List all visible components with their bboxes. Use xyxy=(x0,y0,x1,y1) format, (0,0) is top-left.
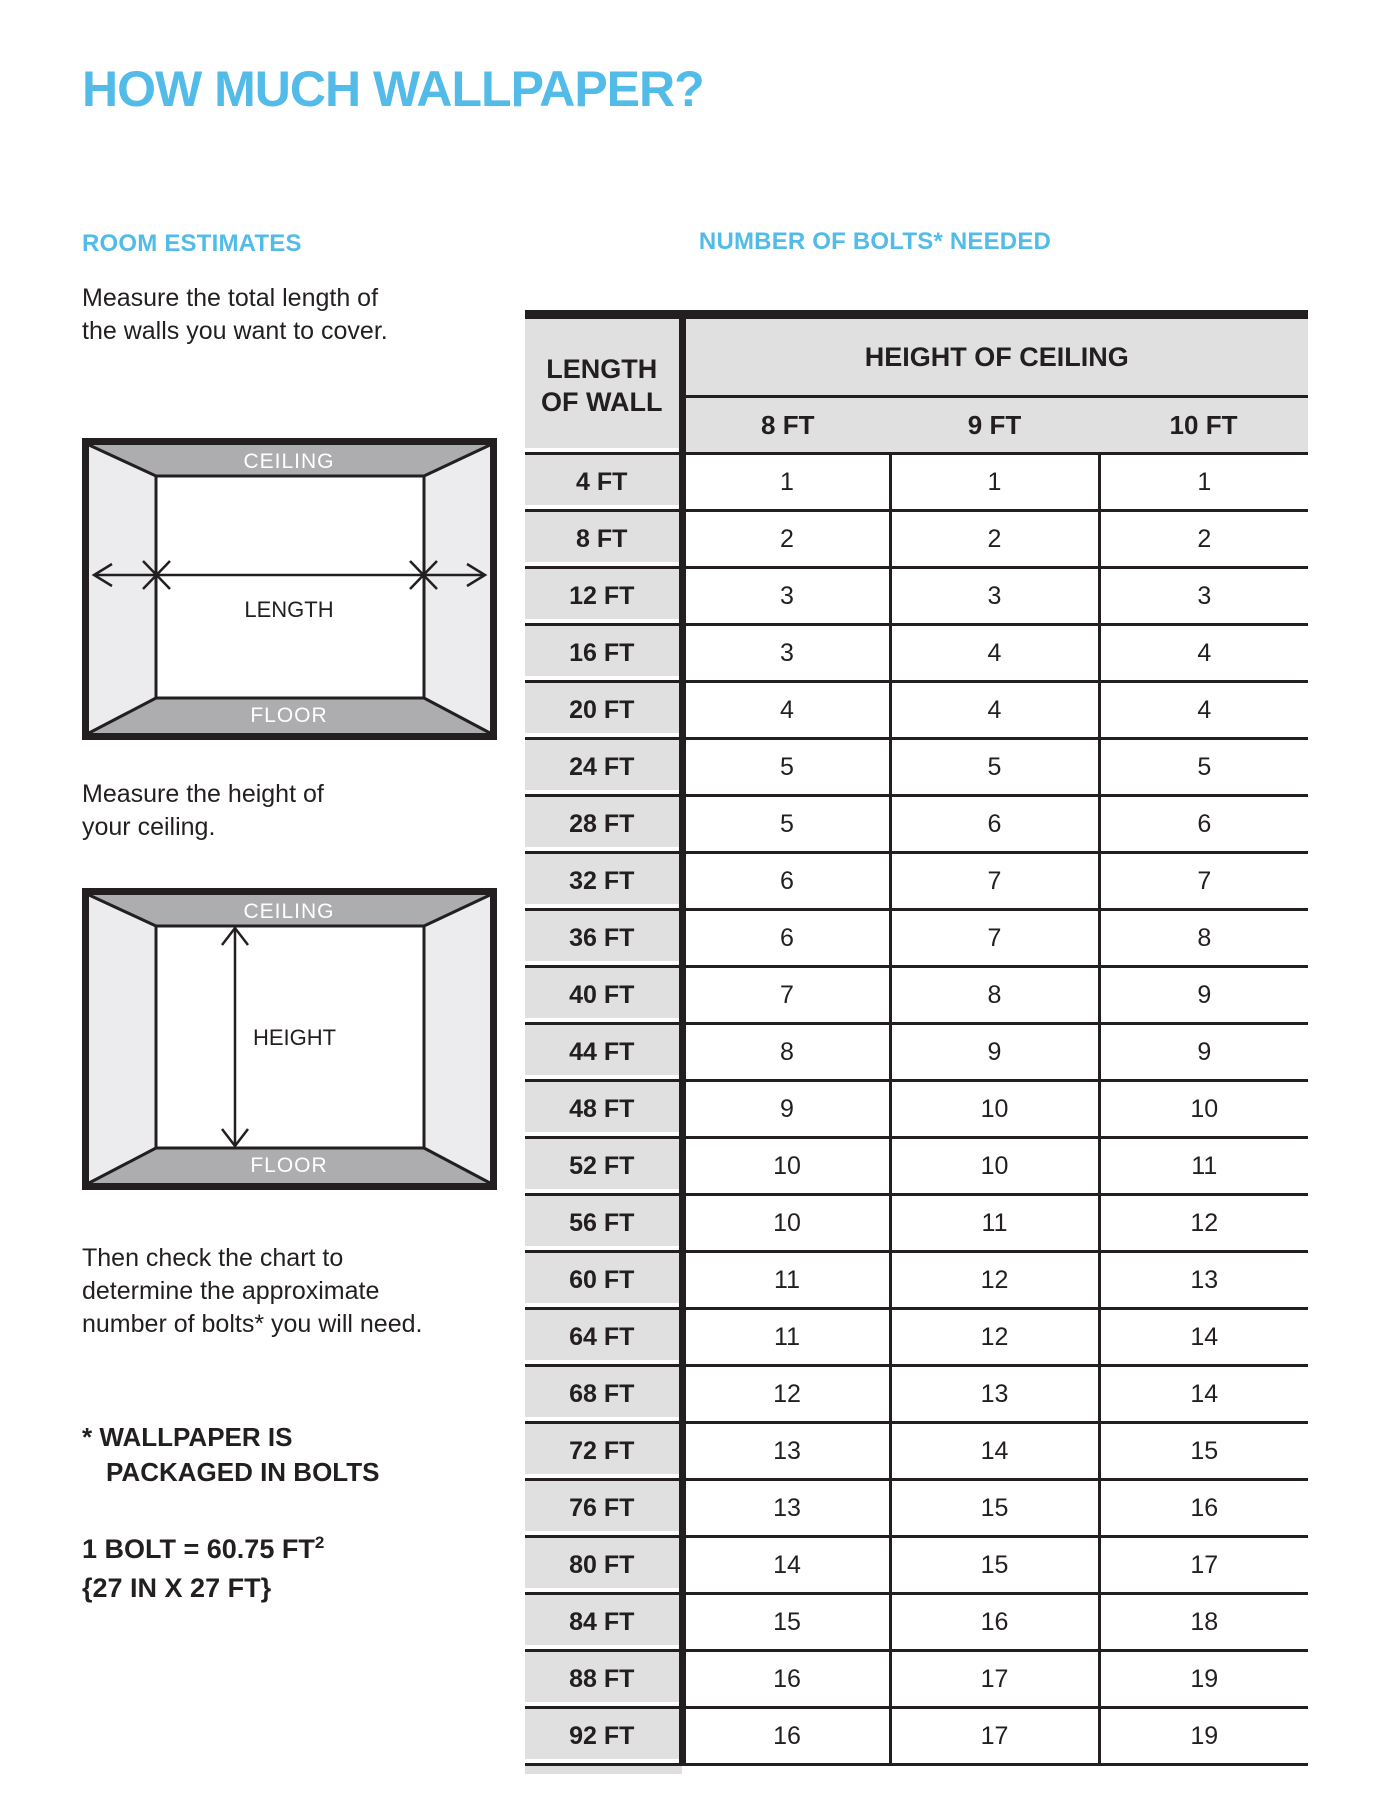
bolt-spec-dimensions: {27 IN X 27 FT} xyxy=(82,1573,272,1603)
floor-label: FLOOR xyxy=(250,1154,328,1177)
bolt-spec-exponent: 2 xyxy=(314,1533,325,1552)
asterisk-marker: * xyxy=(82,1422,93,1452)
wall-length-cell: 12 FT xyxy=(525,568,682,625)
bolt-count-cell: 3 xyxy=(1099,568,1308,625)
table-row xyxy=(525,1081,1308,1138)
ceiling-height-column-header: 10 FT xyxy=(1099,397,1308,454)
wall-length-cell: 56 FT xyxy=(525,1195,682,1252)
table-row xyxy=(525,1480,1308,1537)
table-row xyxy=(525,1366,1308,1423)
bolt-count-cell: 10 xyxy=(682,1138,890,1195)
wall-length-cell: 52 FT xyxy=(525,1138,682,1195)
wall-length-cell: 20 FT xyxy=(525,682,682,739)
step3-line: number of bolts* you will need. xyxy=(82,1310,423,1338)
bolt-count-cell: 8 xyxy=(890,967,1099,1024)
height-of-ceiling-header: HEIGHT OF CEILING xyxy=(682,319,1308,397)
bolt-count-cell: 18 xyxy=(1099,1594,1308,1651)
bolt-count-cell: 8 xyxy=(1099,910,1308,967)
bolt-count-cell: 16 xyxy=(682,1651,890,1708)
bolt-count-cell: 14 xyxy=(682,1537,890,1594)
bolt-count-cell: 13 xyxy=(682,1480,890,1537)
step1-line: Measure the total length of xyxy=(82,284,379,312)
table-row xyxy=(525,967,1308,1024)
right-wall xyxy=(424,895,490,1183)
step3-line: Then check the chart to xyxy=(82,1244,344,1272)
bolt-count-cell: 4 xyxy=(890,682,1099,739)
footnote-text: WALLPAPER IS xyxy=(99,1422,293,1452)
bolt-count-cell: 12 xyxy=(1099,1195,1308,1252)
bolt-count-cell: 9 xyxy=(1099,1024,1308,1081)
bolt-count-cell: 6 xyxy=(682,853,890,910)
footnote-line: PACKAGED IN BOLTS xyxy=(106,1457,380,1487)
bolt-count-cell: 16 xyxy=(890,1594,1099,1651)
footnote-line xyxy=(82,1420,379,1455)
table-row xyxy=(525,1195,1308,1252)
bolt-count-cell: 6 xyxy=(890,796,1099,853)
bolt-count-cell: 9 xyxy=(682,1081,890,1138)
wall-length-cell: 4 FT xyxy=(525,454,682,511)
bolt-count-cell: 10 xyxy=(1099,1081,1308,1138)
bolt-count-cell: 4 xyxy=(682,682,890,739)
bolt-count-cell: 13 xyxy=(890,1366,1099,1423)
table-row xyxy=(525,682,1308,739)
bolt-count-cell: 7 xyxy=(682,967,890,1024)
table-row xyxy=(525,1651,1308,1708)
bolt-count-cell: 16 xyxy=(1099,1480,1308,1537)
bolt-count-cell: 5 xyxy=(890,739,1099,796)
left-wall xyxy=(89,895,156,1183)
step2-line: your ceiling. xyxy=(82,813,216,841)
step1-text xyxy=(82,282,388,348)
table-row xyxy=(525,625,1308,682)
bolt-count-cell: 3 xyxy=(682,625,890,682)
table-row xyxy=(525,454,1308,511)
bolt-count-cell: 14 xyxy=(1099,1366,1308,1423)
table-row xyxy=(525,511,1308,568)
bolt-count-cell: 4 xyxy=(1099,682,1308,739)
wall-length-cell: 48 FT xyxy=(525,1081,682,1138)
right-wall xyxy=(424,445,490,733)
bolt-count-cell: 11 xyxy=(890,1195,1099,1252)
bolt-count-cell: 13 xyxy=(682,1423,890,1480)
wall-length-cell: 68 FT xyxy=(525,1366,682,1423)
table-row xyxy=(525,1537,1308,1594)
bolt-count-cell: 4 xyxy=(890,625,1099,682)
length-of-wall-line: OF WALL xyxy=(541,386,663,417)
bolt-count-cell: 19 xyxy=(1099,1651,1308,1708)
bolt-count-cell: 7 xyxy=(890,853,1099,910)
ceiling-label: CEILING xyxy=(243,900,335,923)
bolts-table xyxy=(525,310,1308,1774)
step1-line: the walls you want to cover. xyxy=(82,317,388,345)
length-of-wall-header xyxy=(525,319,682,454)
bolt-count-cell: 14 xyxy=(890,1423,1099,1480)
bolt-count-cell: 2 xyxy=(890,511,1099,568)
wall-length-cell: 16 FT xyxy=(525,625,682,682)
bolt-count-cell: 17 xyxy=(890,1651,1099,1708)
bolts-needed-heading: NUMBER OF BOLTS* NEEDED xyxy=(698,228,1052,255)
bolt-count-cell: 5 xyxy=(1099,739,1308,796)
page-title: HOW MUCH WALLPAPER? xyxy=(82,61,704,117)
bolt-count-cell: 7 xyxy=(1099,853,1308,910)
bolt-count-cell: 4 xyxy=(1099,625,1308,682)
ceiling-height-column-header: 8 FT xyxy=(682,397,890,454)
table-row xyxy=(525,1708,1308,1765)
wall-length-cell: 36 FT xyxy=(525,910,682,967)
table-row xyxy=(525,1594,1308,1651)
table-row xyxy=(525,796,1308,853)
table-row xyxy=(525,568,1308,625)
bolt-count-cell: 8 xyxy=(682,1024,890,1081)
wall-length-cell: 92 FT xyxy=(525,1708,682,1765)
bolt-count-cell: 15 xyxy=(682,1594,890,1651)
bolt-count-cell: 13 xyxy=(1099,1252,1308,1309)
bolt-count-cell: 3 xyxy=(682,568,890,625)
wall-length-cell: 28 FT xyxy=(525,796,682,853)
wall-length-cell: 88 FT xyxy=(525,1651,682,1708)
bolt-count-cell: 11 xyxy=(1099,1138,1308,1195)
bolt-count-cell: 11 xyxy=(682,1309,890,1366)
ceiling-height-column-header: 9 FT xyxy=(890,397,1099,454)
wall-length-cell: 44 FT xyxy=(525,1024,682,1081)
table-row xyxy=(525,739,1308,796)
ceiling-label: CEILING xyxy=(243,450,335,473)
bolt-count-cell: 10 xyxy=(890,1138,1099,1195)
left-wall xyxy=(89,445,156,733)
wall-length-cell: 32 FT xyxy=(525,853,682,910)
bolt-count-cell: 17 xyxy=(1099,1537,1308,1594)
bolt-count-cell: 6 xyxy=(1099,796,1308,853)
bolt-count-cell: 19 xyxy=(1099,1708,1308,1765)
bolt-count-cell: 9 xyxy=(1099,967,1308,1024)
bolt-count-cell: 12 xyxy=(890,1252,1099,1309)
wall-length-cell: 72 FT xyxy=(525,1423,682,1480)
wall-length-cell: 76 FT xyxy=(525,1480,682,1537)
bolt-count-cell: 12 xyxy=(890,1309,1099,1366)
back-wall xyxy=(156,476,424,698)
table-row xyxy=(525,1309,1308,1366)
bolt-count-cell: 1 xyxy=(890,454,1099,511)
room-length-diagram xyxy=(82,438,497,740)
bolt-count-cell: 15 xyxy=(890,1480,1099,1537)
wall-length-cell: 24 FT xyxy=(525,739,682,796)
bolt-count-cell: 5 xyxy=(682,796,890,853)
bolts-table-body xyxy=(525,454,1308,1765)
bolts-footnote xyxy=(82,1420,379,1490)
wall-length-cell: 60 FT xyxy=(525,1252,682,1309)
wall-length-cell: 8 FT xyxy=(525,511,682,568)
table-row xyxy=(525,1138,1308,1195)
table-row xyxy=(525,853,1308,910)
room-estimates-heading: ROOM ESTIMATES xyxy=(82,230,302,257)
step3-line: determine the approximate xyxy=(82,1277,380,1305)
bolt-count-cell: 14 xyxy=(1099,1309,1308,1366)
table-header-row-1 xyxy=(525,319,1308,397)
step3-text xyxy=(82,1242,422,1341)
bolt-count-cell: 7 xyxy=(890,910,1099,967)
wall-length-cell: 80 FT xyxy=(525,1537,682,1594)
bolt-spec-equation xyxy=(82,1530,324,1569)
wall-length-cell: 40 FT xyxy=(525,967,682,1024)
bolt-count-cell: 11 xyxy=(682,1252,890,1309)
bolt-spec xyxy=(82,1530,324,1608)
bolt-count-cell: 6 xyxy=(682,910,890,967)
table-bottom-accent-bar xyxy=(525,1766,682,1774)
bolt-count-cell: 10 xyxy=(682,1195,890,1252)
table-row xyxy=(525,1024,1308,1081)
step2-text xyxy=(82,778,324,844)
bolt-count-cell: 5 xyxy=(682,739,890,796)
bolt-count-cell: 17 xyxy=(890,1708,1099,1765)
floor-label: FLOOR xyxy=(250,704,328,727)
table-row xyxy=(525,1423,1308,1480)
bolt-count-cell: 9 xyxy=(890,1024,1099,1081)
bolt-spec-text: 1 BOLT = 60.75 FT xyxy=(82,1534,315,1564)
bolt-count-cell: 2 xyxy=(682,511,890,568)
bolt-count-cell: 12 xyxy=(682,1366,890,1423)
height-label: HEIGHT xyxy=(253,1025,337,1050)
table-row xyxy=(525,910,1308,967)
table-row xyxy=(525,1252,1308,1309)
bolt-count-cell: 10 xyxy=(890,1081,1099,1138)
bolt-count-cell: 3 xyxy=(890,568,1099,625)
bolt-count-cell: 2 xyxy=(1099,511,1308,568)
bolt-count-cell: 1 xyxy=(1099,454,1308,511)
step2-line: Measure the height of xyxy=(82,780,324,808)
bolt-count-cell: 1 xyxy=(682,454,890,511)
length-label: LENGTH xyxy=(244,597,334,622)
length-of-wall-line: LENGTH xyxy=(546,353,658,384)
bolt-count-cell: 16 xyxy=(682,1708,890,1765)
bolt-count-cell: 15 xyxy=(890,1537,1099,1594)
bolt-count-cell: 15 xyxy=(1099,1423,1308,1480)
ceiling-height-diagram xyxy=(82,888,497,1190)
wall-length-cell: 64 FT xyxy=(525,1309,682,1366)
wall-length-cell: 84 FT xyxy=(525,1594,682,1651)
